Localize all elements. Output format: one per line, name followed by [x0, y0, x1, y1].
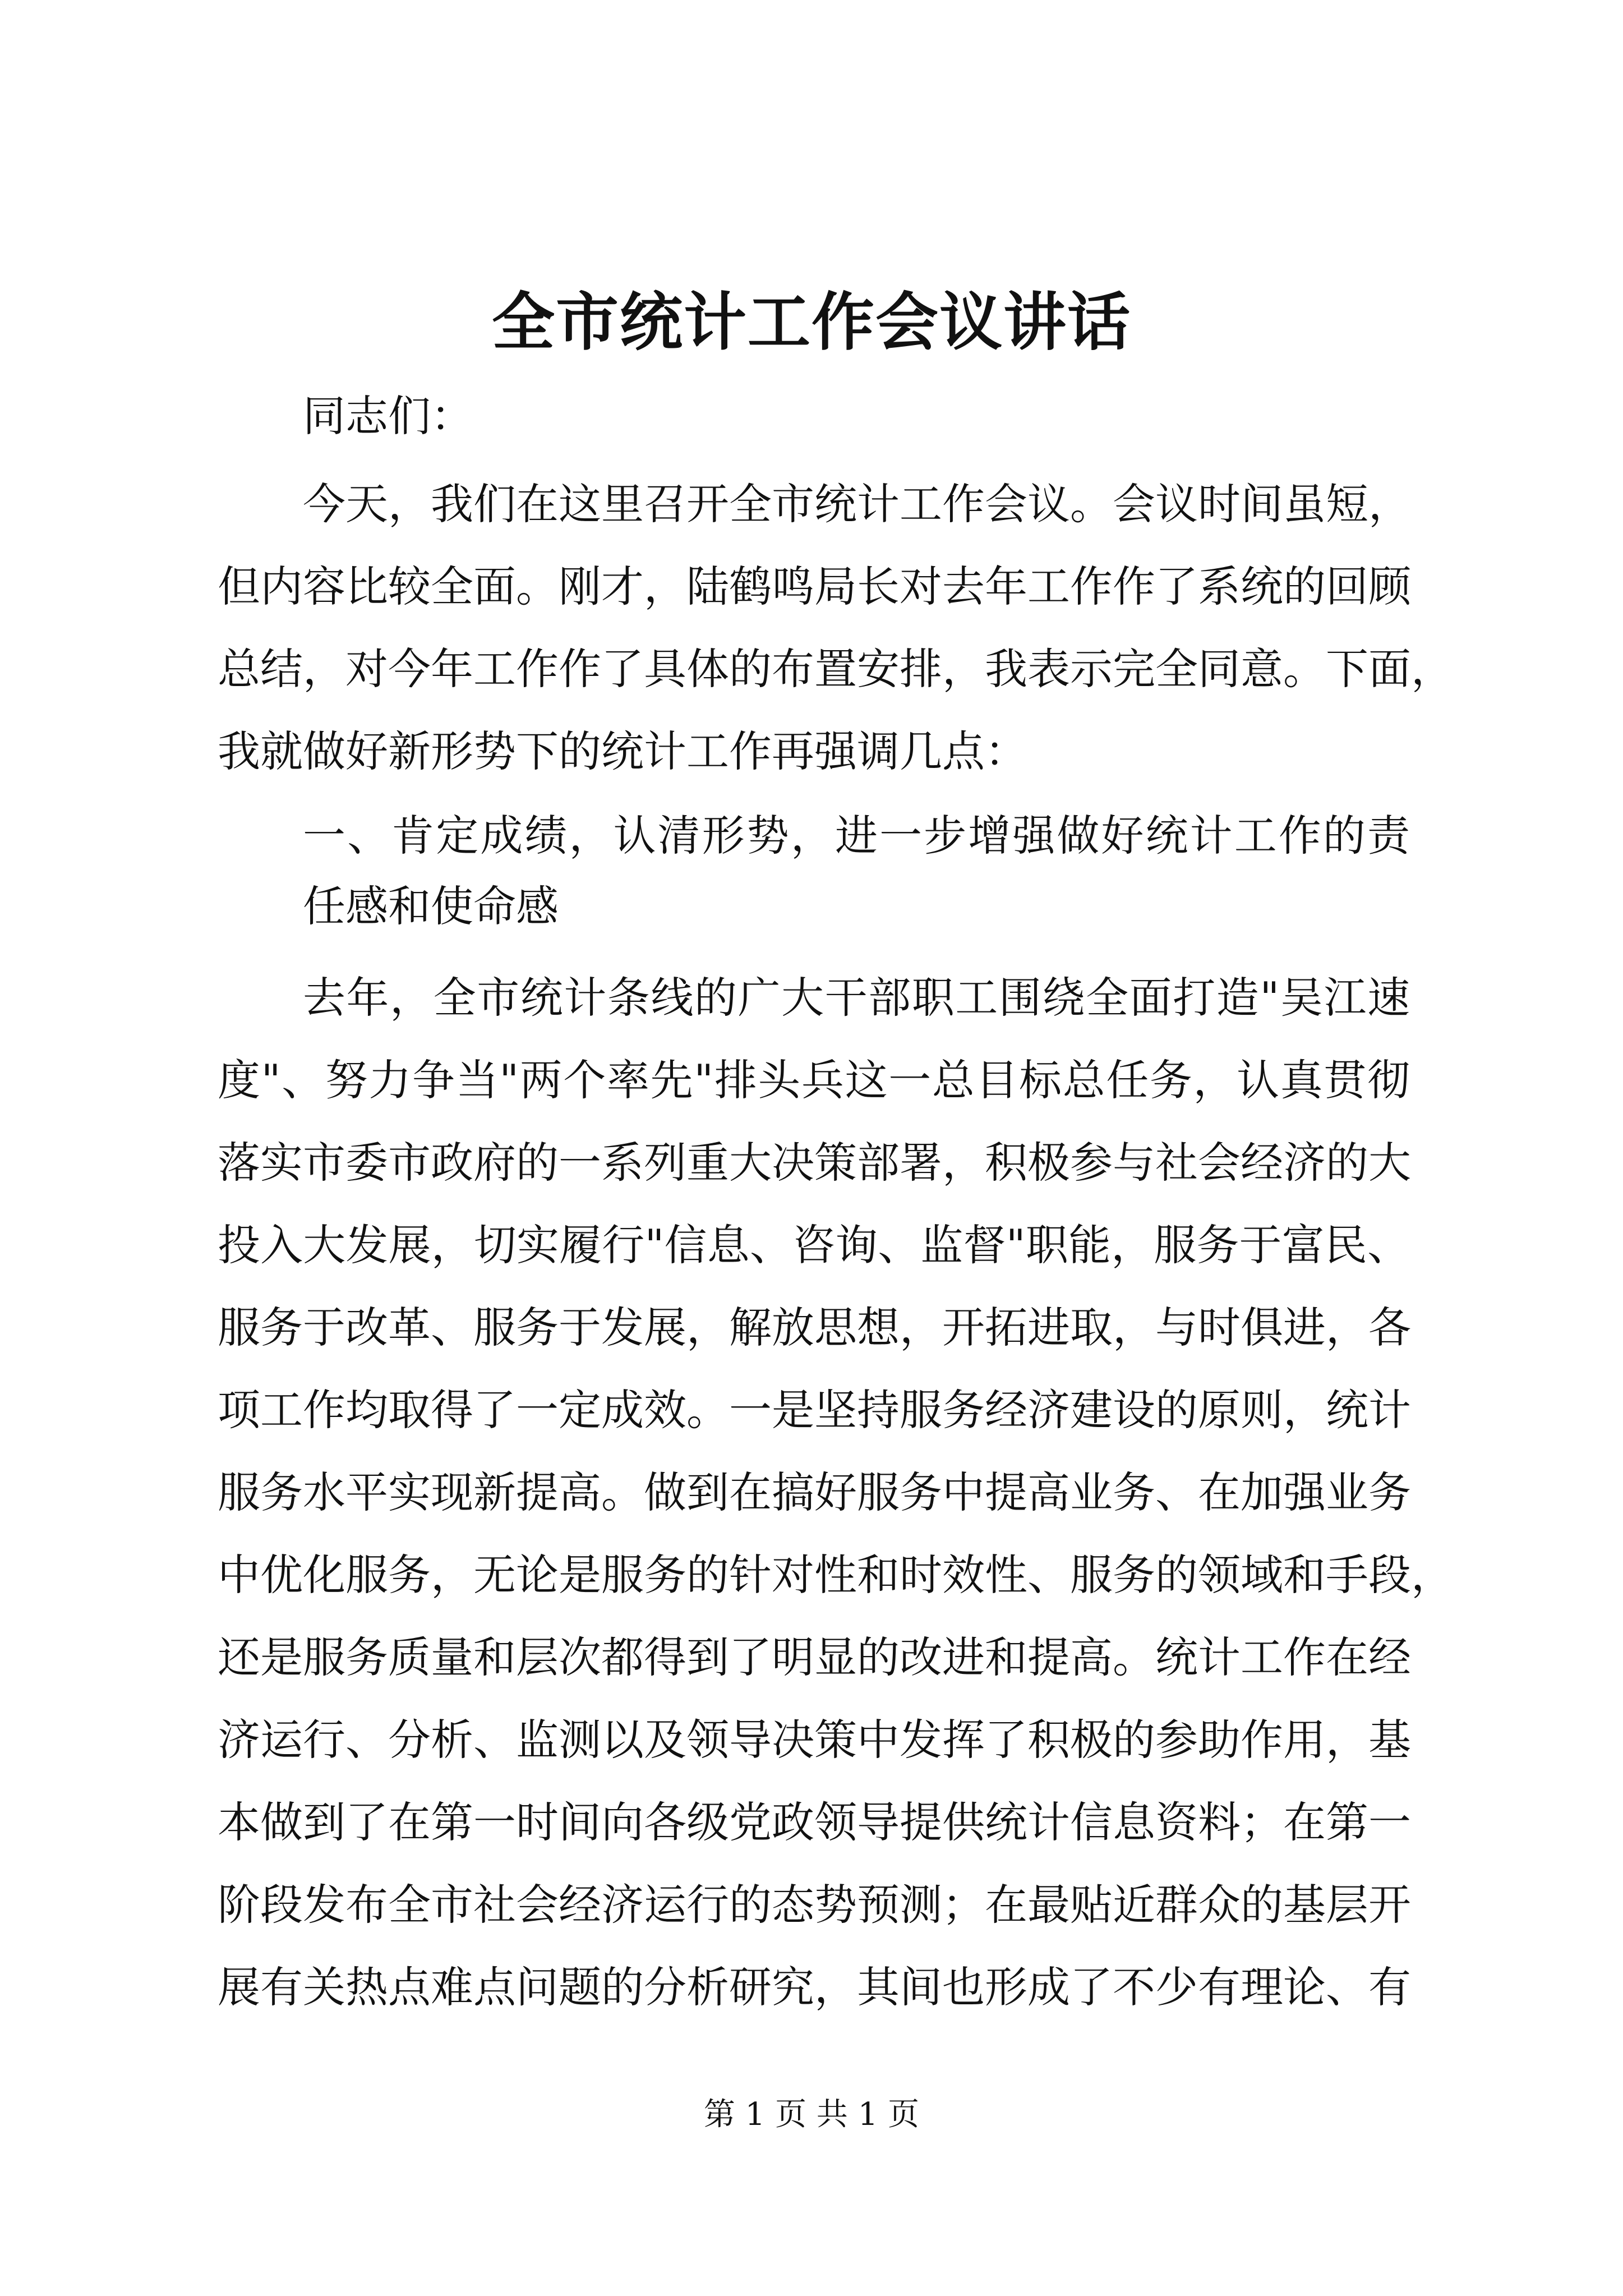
document-title: 全市统计工作会议讲话	[492, 286, 1131, 359]
section-heading-line: 一、肯定成绩，认清形势，进一步增强做好统计工作的责	[303, 811, 1410, 861]
paragraph-line: 济运行、分析、监测以及领导决策中发挥了积极的参助作用，基	[218, 1715, 1411, 1765]
paragraph-line: 去年，全市统计条线的广大干部职工围绕全面打造"吴江速	[303, 973, 1410, 1023]
paragraph-line: 展有关热点难点问题的分析研究，其间也形成了不少有理论、有	[218, 1962, 1411, 2012]
paragraph-line: 服务水平实现新提高。做到在搞好服务中提高业务、在加强业务	[218, 1467, 1411, 1517]
paragraph-line: 今天，我们在这里召开全市统计工作会议。会议时间虽短，	[303, 479, 1411, 529]
paragraph-line: 本做到了在第一时间向各级党政领导提供统计信息资料；在第一	[218, 1797, 1411, 1847]
paragraph-line: 项工作均取得了一定成效。一是坚持服务经济建设的原则，统计	[218, 1385, 1411, 1435]
paragraph-line: 服务于改革、服务于发展，解放思想，开拓进取，与时俱进，各	[218, 1303, 1411, 1352]
paragraph-line: 但内容比较全面。刚才，陆鹤鸣局长对去年工作作了系统的回顾	[218, 562, 1411, 611]
section-heading-line: 任感和使命感	[303, 881, 559, 931]
paragraph-line: 度"、努力争当"两个率先"排头兵这一总目标总任务，认真贯彻	[218, 1055, 1410, 1105]
page-footer: 第 1 页 共 1 页	[703, 2096, 920, 2133]
paragraph-line: 投入大发展，切实履行"信息、咨询、监督"职能，服务于富民、	[218, 1220, 1410, 1270]
paragraph-line: 中优化服务，无论是服务的针对性和时效性、服务的领域和手段，	[218, 1550, 1454, 1600]
paragraph-line: 我就做好新形势下的统计工作再强调几点：	[218, 726, 1027, 776]
salutation-line: 同志们：	[303, 391, 473, 441]
paragraph-line: 还是服务质量和层次都得到了明显的改进和提高。统计工作在经	[218, 1632, 1411, 1682]
paragraph-line: 落实市委市政府的一系列重大决策部署，积极参与社会经济的大	[218, 1138, 1411, 1188]
paragraph-line: 总结，对今年工作作了具体的布置安排，我表示完全同意。下面，	[218, 644, 1454, 694]
paragraph-line: 阶段发布全市社会经济运行的态势预测；在最贴近群众的基层开	[218, 1880, 1411, 1930]
